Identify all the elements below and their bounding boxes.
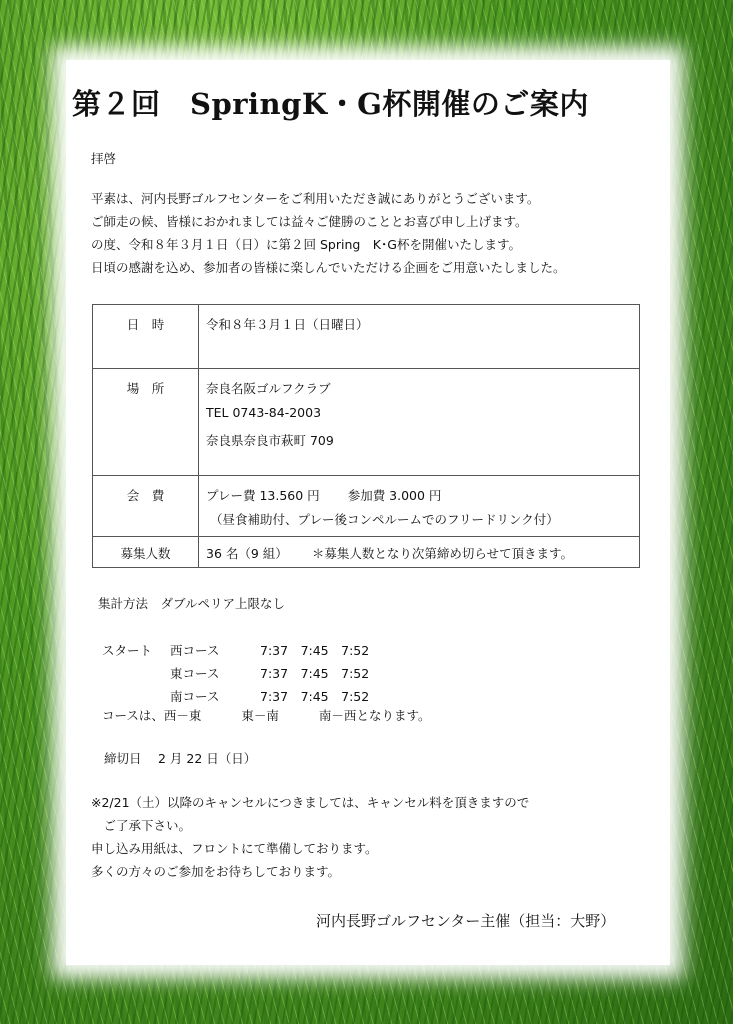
place-tel: TEL 0743-84-2003: [206, 405, 322, 420]
fee-details: [199, 476, 640, 537]
note-line-3: 申し込み用紙は、フロントにて準備しております。: [91, 841, 378, 856]
course-order-b: 東－南: [241, 708, 279, 723]
place-label: 場 所: [93, 369, 199, 476]
course-times: 7:37 7:45 7:52: [260, 643, 370, 658]
course-order: [102, 710, 430, 723]
note-line-2: ご了承下さい。: [91, 818, 192, 833]
date-label: 日 時: [93, 305, 199, 369]
fee-entry: 参加費 3.000 円: [347, 488, 442, 503]
date-value: 令和８年３月１日（日曜日）: [199, 305, 640, 369]
course-name: 西コース: [170, 643, 220, 658]
capacity-value: 36 名（9 組）: [206, 546, 288, 561]
place-name: 奈良名阪ゴルフクラブ: [206, 381, 331, 396]
flyer-paper: [66, 60, 670, 965]
course-order-a: 西－東: [163, 708, 202, 723]
page-title: 第２回 SpringK・G杯開催のご案内: [72, 87, 589, 121]
note-line-4: 多くの方々のご参加をお待ちしております。: [91, 864, 341, 879]
course-times: 7:37 7:45 7:52: [260, 689, 370, 704]
fee-label: 会 費: [93, 476, 199, 537]
intro-line-3: の度、令和８年３月１日（日）に第２回 Spring K･G杯を開催いたします。: [91, 237, 521, 252]
place-address: 奈良県奈良市萩町 709: [206, 433, 334, 448]
intro-line-2: ご師走の候、皆様におかれましては益々ご健勝のこととお喜び申し上げます。: [91, 214, 528, 229]
scoring-method: 集計方法 ダブルペリア上限なし: [98, 596, 286, 611]
capacity-details: [199, 537, 640, 568]
course-name: 東コース: [170, 666, 220, 681]
capacity-row: [93, 537, 640, 568]
fee-row: [93, 476, 640, 537]
fee-line: [206, 486, 639, 510]
course-name: 南コース: [170, 689, 220, 704]
intro-line-4: 日頃の感謝を込め、参加者の皆様に楽しんでいただける企画をご用意いたしました。: [91, 260, 566, 275]
deadline: 締切日 2 月 22 日（日）: [104, 751, 257, 766]
note-line-1: ※2/21（土）以降のキャンセルにつきましては、キャンセル料を頂きますので: [91, 795, 530, 810]
date-row: [93, 305, 640, 369]
event-info-table: [92, 304, 640, 568]
course-order-c: 南－西: [318, 708, 357, 723]
course-order-prefix: コースは、: [102, 708, 164, 723]
greeting: 拝啓: [91, 151, 117, 166]
place-row: [93, 369, 640, 476]
fee-play: プレー費 13.560 円: [206, 488, 320, 503]
place-details: [199, 369, 640, 476]
capacity-label: 募集人数: [93, 537, 199, 568]
course-times: 7:37 7:45 7:52: [260, 666, 370, 681]
fee-note: （昼食補助付、プレー後コンペルームでのフリードリンク付）: [210, 512, 559, 527]
intro-line-1: 平素は、河内長野ゴルフセンターをご利用いただき誠にありがとうございます。: [91, 191, 540, 206]
start-label: スタート: [102, 643, 153, 658]
course-order-suffix: となります。: [356, 708, 431, 723]
organizer: 河内長野ゴルフセンター主催（担当：大野）: [316, 912, 616, 930]
capacity-note: ＊募集人数となり次第締め切らせて頂きます。: [311, 546, 573, 561]
